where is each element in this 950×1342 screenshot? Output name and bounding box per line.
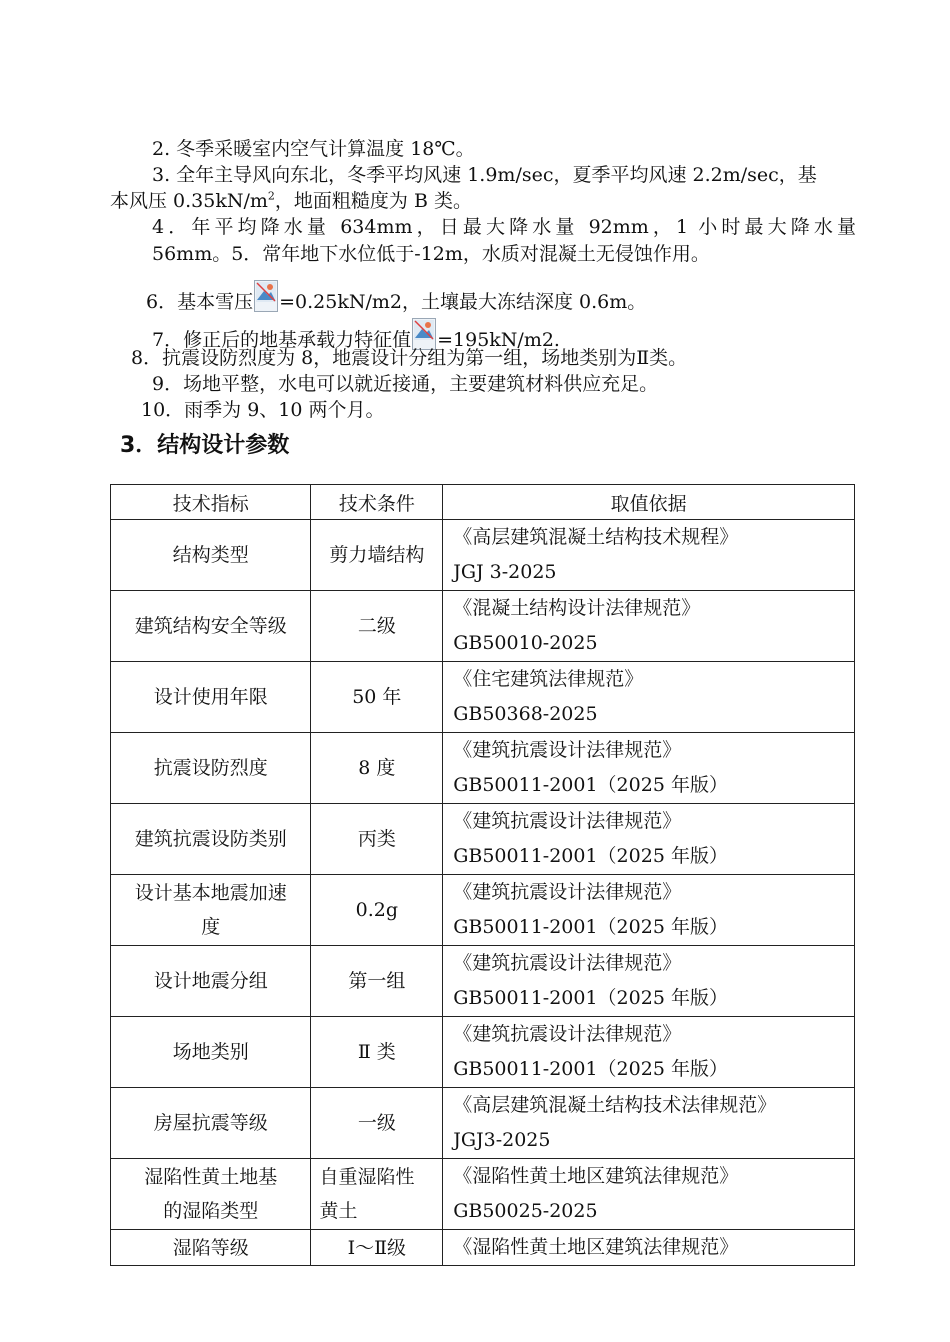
cell-condition: 剪力墙结构: [311, 520, 443, 591]
cell-condition: 50 年: [311, 662, 443, 733]
table-row: [111, 662, 855, 733]
table-row: [111, 875, 855, 946]
table-row: [111, 520, 855, 591]
condition-item-3-line2: 本风压 $0.35kN/m^2$，地面粗糙度为 B 类。: [110, 189, 472, 212]
condition-item-4-line1: 4．年平均降水量 634mm，日最大降水量 92mm，1 小时最大降水量: [152, 216, 856, 238]
cell-condition: 丙类: [311, 804, 443, 875]
table-header-row: [111, 485, 855, 520]
cell-basis: 《建筑抗震设计法律规范》 GB50011-2001（2025 年版）: [443, 804, 855, 875]
condition-item-4-5-line2: 56mm。5．常年地下水位低于-12m，水质对混凝土无侵蚀作用。: [152, 243, 710, 265]
condition-item-6: 6．基本雪压 =0.25kN/m2，土壤最大冻结深度 0.6m。: [146, 280, 646, 315]
design-parameters-table: [110, 484, 855, 1266]
cell-condition: Ⅰ～Ⅱ级: [311, 1230, 443, 1266]
condition-item-8: 8．抗震设防烈度为 8，地震设计分组为第一组，场地类别为Ⅱ类。: [131, 347, 688, 369]
cell-indicator: 设计基本地震加速 度: [111, 875, 311, 946]
table-row: [111, 1159, 855, 1230]
cell-basis: 《混凝土结构设计法律规范》 GB50010-2025: [443, 591, 855, 662]
table-row: [111, 946, 855, 1017]
cell-condition: 0.2g: [311, 875, 443, 946]
cell-condition: 自重湿陷性 黄土: [311, 1159, 443, 1230]
cell-basis: 《建筑抗震设计法律规范》 GB50011-2001（2025 年版）: [443, 875, 855, 946]
cell-indicator: 设计使用年限: [111, 662, 311, 733]
condition-item-3-line1: 3. 全年主导风向东北，冬季平均风速 1.9m/sec，夏季平均风速 2.2m/sec，基: [152, 164, 817, 186]
cell-indicator: 建筑结构安全等级: [111, 591, 311, 662]
cell-basis: 《湿陷性黄土地区建筑法律规范》: [443, 1230, 855, 1266]
condition-item-9: 9．场地平整，水电可以就近接通，主要建筑材料供应充足。: [152, 373, 659, 395]
table-row: [111, 591, 855, 662]
cell-basis: 《建筑抗震设计法律规范》 GB50011-2001（2025 年版）: [443, 733, 855, 804]
table-row: [111, 1088, 855, 1159]
cell-indicator: 湿陷性黄土地基 的湿陷类型: [111, 1159, 311, 1230]
section-heading: 3．结构设计参数: [120, 433, 290, 458]
cell-condition: 8 度: [311, 733, 443, 804]
cell-condition: Ⅱ 类: [311, 1017, 443, 1088]
cell-basis: 《湿陷性黄土地区建筑法律规范》 GB50025-2025: [443, 1159, 855, 1230]
cell-indicator: 设计地震分组: [111, 946, 311, 1017]
cell-condition: 一级: [311, 1088, 443, 1159]
header-condition: 技术条件: [311, 485, 443, 520]
cell-indicator: 结构类型: [111, 520, 311, 591]
cell-indicator: 抗震设防烈度: [111, 733, 311, 804]
cell-basis: 《建筑抗震设计法律规范》 GB50011-2001（2025 年版）: [443, 1017, 855, 1088]
cell-condition: 第一组: [311, 946, 443, 1017]
table-row: [111, 1230, 855, 1266]
header-indicator: 技术指标: [111, 485, 311, 520]
cell-indicator: 建筑抗震设防类别: [111, 804, 311, 875]
cell-basis: 《住宅建筑法律规范》 GB50368-2025: [443, 662, 855, 733]
cell-indicator: 房屋抗震等级: [111, 1088, 311, 1159]
condition-item-7: 7．修正后的地基承载力特征值 =195kN/m2.: [152, 318, 560, 353]
cell-basis: 《高层建筑混凝土结构技术规程》 JGJ 3-2025: [443, 520, 855, 591]
cell-condition: 二级: [311, 591, 443, 662]
table-row: [111, 804, 855, 875]
cell-indicator: 场地类别: [111, 1017, 311, 1088]
cell-basis: 《建筑抗震设计法律规范》 GB50011-2001（2025 年版）: [443, 946, 855, 1017]
broken-image-icon: [254, 280, 278, 312]
condition-item-10: 10．雨季为 9、10 两个月。: [141, 399, 385, 421]
condition-item-2: 2. 冬季采暖室内空气计算温度 18℃。: [152, 138, 475, 160]
header-basis: 取值依据: [443, 485, 855, 520]
cell-basis: 《高层建筑混凝土结构技术法律规范》 JGJ3-2025: [443, 1088, 855, 1159]
table-row: [111, 733, 855, 804]
table-row: [111, 1017, 855, 1088]
cell-indicator: 湿陷等级: [111, 1230, 311, 1266]
